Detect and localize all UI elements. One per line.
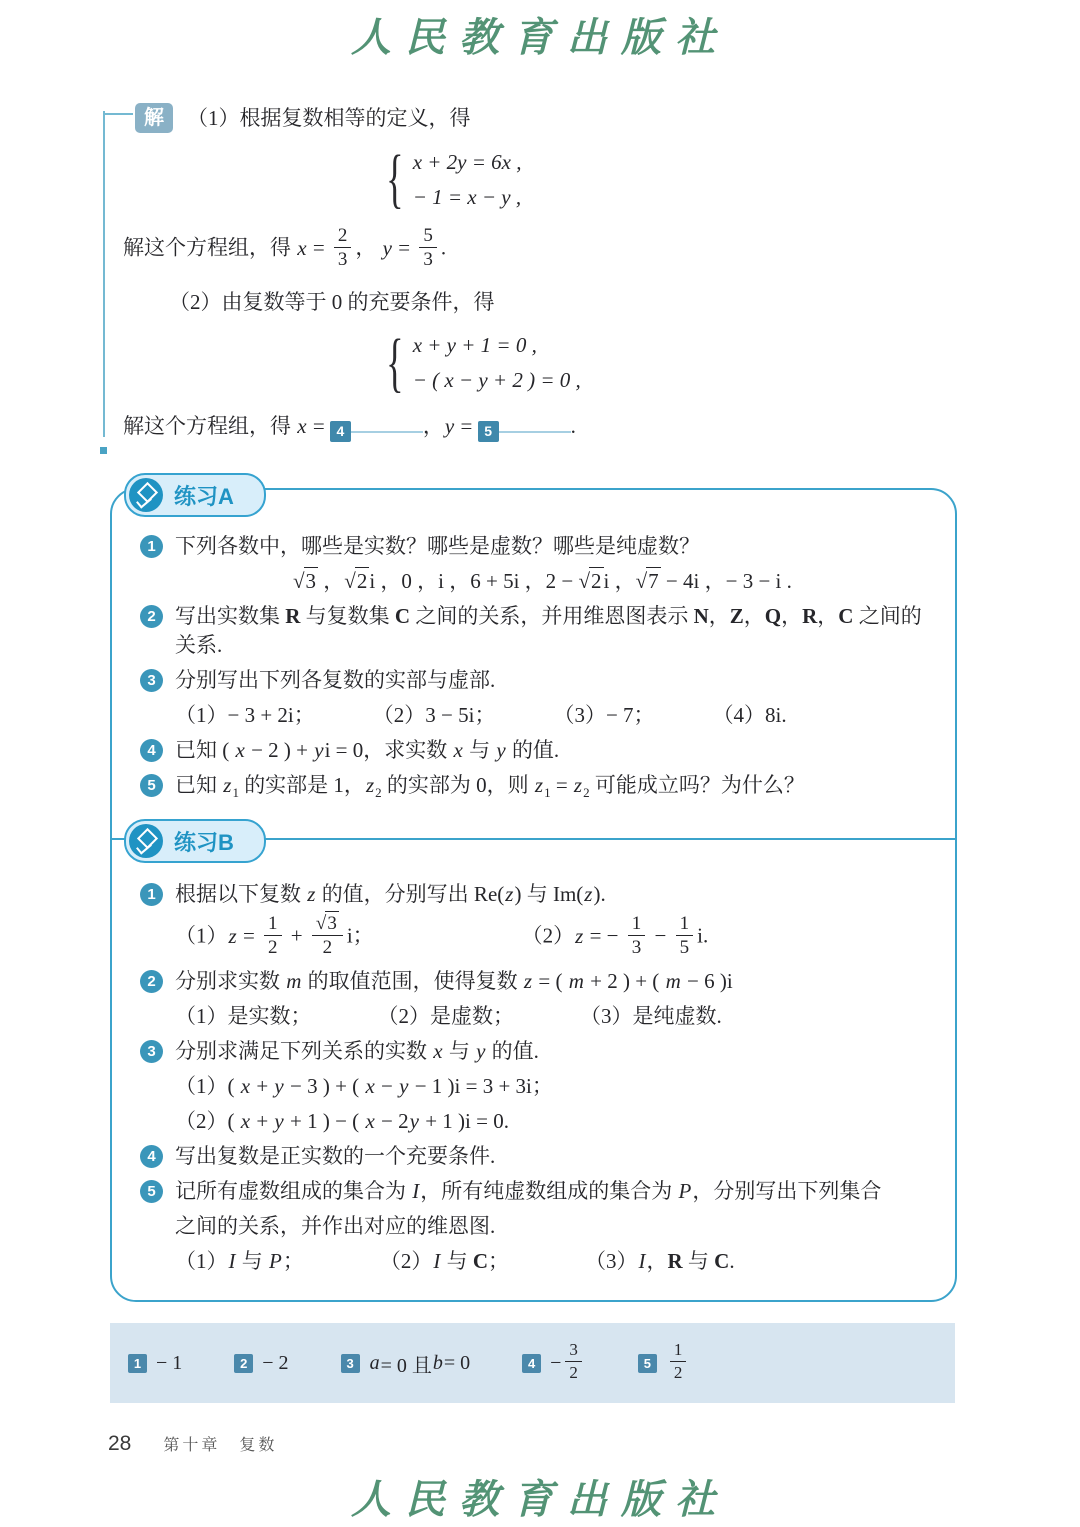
sqrt-expression: √ 3: [315, 913, 337, 934]
sqrt-expression: √3: [293, 569, 317, 593]
equation-2b: − ( x − y + 2 ) = 0 ,: [412, 368, 581, 393]
fraction: $\frac{1}{5}$: [676, 913, 694, 959]
answer-item: 2 − 2: [234, 1352, 288, 1375]
problem-text: 已知 ( x − 2 ) + yi = 0，求实数 x 与 y 的值.: [175, 738, 560, 762]
practice-b-problems: [140, 880, 933, 1282]
practice-b-badge: [124, 819, 266, 863]
publisher-watermark-top: 人民教育出版社: [351, 15, 729, 60]
practice-b-title: 练习B: [174, 829, 234, 855]
problem-line: （2）( x + y + 1 ) − ( x − 2y + 1 )i = 0.: [175, 1108, 509, 1133]
answer-number: 5: [638, 1354, 657, 1373]
problem-line: [140, 736, 933, 765]
solution-section: [103, 103, 983, 450]
problem-number: 4: [140, 739, 163, 762]
fraction: $\frac{1}{2}$: [264, 913, 282, 959]
problem-line: （1）是实数； （2）是虚数； （3）是纯虚数.: [175, 1003, 722, 1028]
problem-text: 分别求满足下列关系的实数 x 与 y 的值.: [175, 1038, 539, 1063]
fill-in-blank: 5: [478, 414, 571, 438]
fraction: $\frac{2}{3}$: [334, 225, 352, 271]
equation-2a: x + y + 1 = 0 ,: [412, 333, 537, 358]
answer-number: 1: [128, 1354, 147, 1373]
fraction: $\frac{√ 3}{2}$: [312, 913, 343, 959]
problem: [140, 532, 933, 596]
problem: [140, 1177, 933, 1276]
page-footer: [108, 1432, 277, 1456]
problem-line: （1）I 与 P； （2）I 与 C； （3）I，R 与 C.: [175, 1248, 735, 1273]
answer-item: 3 a = 0 且 b = 0: [341, 1349, 471, 1378]
problem-line: [140, 771, 933, 807]
answer-number: 4: [522, 1354, 541, 1373]
problem-number: 4: [140, 1145, 163, 1168]
answer-item: 1 − 1: [128, 1352, 182, 1375]
problem-number: 5: [140, 1180, 163, 1203]
solution-part1-intro: （1）根据复数相等的定义，得: [187, 106, 471, 130]
practice-a-title: 练习A: [174, 483, 234, 509]
problem-line: [140, 1142, 933, 1171]
problem-line: [140, 532, 933, 561]
problem-text: 写出复数是正实数的一个充要条件.: [175, 1143, 496, 1168]
problem-text: 已知 $z_1$ 的实部是 1，$z_2$ 的实部为 0，则 $z_1 = z_2$ 可能成立吗？为什么？: [175, 773, 805, 801]
problem: [140, 602, 933, 660]
equation-1a: x + 2y = 6x ,: [412, 149, 522, 174]
problem-text: 记所有虚数组成的集合为 I，所有纯虚数组成的集合为 P，分别写出下列集合: [175, 1178, 882, 1203]
practice-a-problems: [140, 532, 933, 813]
problem: [140, 771, 933, 807]
problem-line: [140, 967, 933, 996]
problem-line: [140, 880, 933, 909]
problem-line: 之间的关系，并作出对应的维恩图.: [175, 1213, 496, 1238]
exercise-box: [110, 483, 957, 1302]
problem-text: 写出实数集 R 与复数集 C 之间的关系，并用维恩图表示 N，Z，Q，R，C 之间的关系.: [175, 604, 922, 657]
problem-line: （1）( x + y − 3 ) + ( x − y − 1 )i = 3 + 3i；: [175, 1073, 553, 1098]
practice-a-badge: [124, 473, 266, 517]
equation-system-1: [379, 141, 983, 217]
problem-number: 2: [140, 605, 163, 628]
solution-margin-dot: [100, 447, 107, 454]
fill-in-blank: 4: [330, 414, 423, 438]
solution-conclusion-2: 解这个方程组，得 x = 4 ，y = 5 .: [123, 411, 983, 442]
solution-part2-intro: （2）由复数等于 0 的充要条件，得: [169, 289, 495, 314]
answer-item: [638, 1342, 691, 1383]
problem-text: 下列各数中，哪些是实数？哪些是虚数？哪些是纯虚数？: [175, 534, 700, 558]
problem-line: （1）− 3 + 2i； （2）3 − 5i； （3）− 7； （4）8i.: [175, 703, 787, 727]
equation-system-2: [379, 325, 983, 401]
problem-line: （1）z = $\frac{1}{2}$ + $\frac{√ 3}{2}$ i； （2）z = − $\frac{1}{3}$ − $\frac{1}{5}$ i.: [175, 913, 709, 959]
answer-number: 3: [341, 1354, 360, 1373]
brace-icon: {: [386, 325, 404, 399]
problem: [140, 967, 933, 1031]
practice-pen-icon: [129, 824, 163, 858]
sqrt-expression: √2: [578, 569, 602, 593]
practice-pen-icon: [129, 478, 163, 512]
problem: [140, 1142, 933, 1171]
problem-number: 1: [140, 883, 163, 906]
equation-1b: − 1 = x − y ,: [412, 184, 522, 209]
problem-line: [140, 666, 933, 695]
fraction: $\frac{1}{3}$: [628, 913, 646, 959]
brace-icon: {: [386, 142, 404, 215]
problem: [140, 666, 933, 730]
solution-margin-line: [103, 111, 105, 437]
solution-margin-tick: [103, 113, 133, 115]
problem-number: 2: [140, 970, 163, 993]
solution-conclusion-1: 解这个方程组，得 x = $\frac{2}{3}$ ， y = $\frac{5}{3}$ .: [123, 225, 447, 271]
problem: [140, 1037, 933, 1136]
problem-number: 3: [140, 1040, 163, 1063]
page-number: 28: [108, 1432, 132, 1455]
problem-line: √3 ，√2i ，0 ，i ，6 + 5i ，2 − √2i ，√7 − 4i ，− 3 − i .: [293, 569, 792, 593]
fraction: $\frac{3}{2}$: [565, 1340, 582, 1381]
problem-line: [140, 602, 933, 660]
fraction: $\frac{1}{2}$: [670, 1340, 687, 1381]
sqrt-expression: √7: [635, 569, 659, 593]
answer-number: 2: [234, 1354, 253, 1373]
solution-badge: 解: [135, 103, 173, 133]
problem-text: 分别求实数 m 的取值范围，使得复数 z = ( m + 2 ) + ( m − 6 )i: [175, 968, 733, 993]
problem-number: 5: [140, 774, 163, 797]
problem-text: 分别写出下列各复数的实部与虚部.: [175, 668, 496, 692]
problem-line: [140, 1037, 933, 1066]
problem-text: 根据以下复数 z 的值，分别写出 Re(z) 与 Im(z).: [175, 882, 606, 906]
answer-item: 4 − $\frac{3}{2}$: [522, 1342, 586, 1383]
chapter-label: 第十章 复数: [163, 1437, 278, 1454]
fraction: $\frac{5}{3}$: [419, 225, 437, 271]
answers-bar: [110, 1323, 955, 1403]
problem-number: 1: [140, 535, 163, 558]
sqrt-expression: √2: [344, 569, 368, 593]
problem-number: 3: [140, 669, 163, 692]
publisher-watermark-bottom: 人民教育出版社: [351, 1477, 729, 1522]
problem: [140, 880, 933, 961]
problem-line: [140, 1177, 933, 1206]
problem: [140, 736, 933, 765]
